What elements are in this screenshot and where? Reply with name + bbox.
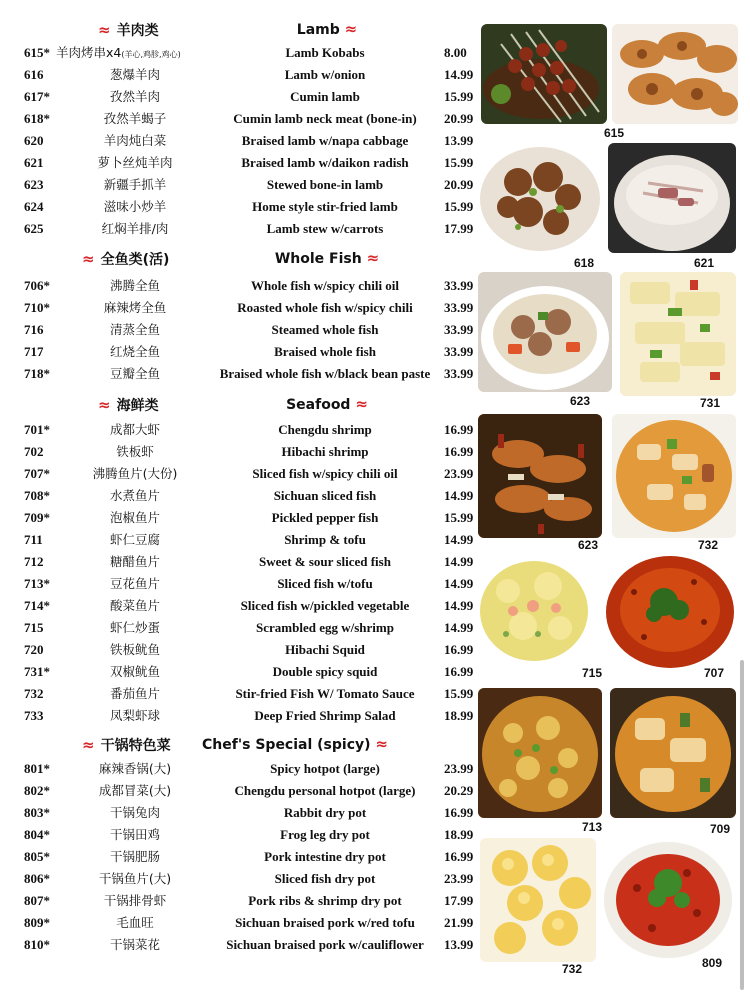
item-price: 20.99 — [444, 111, 474, 126]
item-name-zh-text: 干锅田鸡 — [109, 827, 160, 842]
photo-caption: 707 — [704, 666, 725, 680]
dish-photo — [612, 414, 736, 538]
item-number: 617* — [24, 89, 50, 104]
item-name-zh — [80, 684, 190, 704]
item-price: 18.99 — [444, 827, 474, 842]
stewed-lamb-photo — [478, 272, 612, 392]
menu-item-row — [0, 486, 474, 506]
item-name-zh-text: 羊肉烤串x4 — [56, 45, 122, 60]
item-name-zh — [80, 574, 190, 594]
item-name-zh — [80, 175, 190, 195]
dish-photo — [612, 24, 738, 124]
item-price: 14.99 — [444, 532, 474, 547]
item-number: 715 — [24, 620, 44, 635]
item-price: 14.99 — [444, 620, 474, 635]
photo-caption: 615 — [604, 126, 625, 140]
dish-photo — [478, 556, 590, 666]
photo-caption: 732 — [562, 962, 583, 976]
section-header-whole-fish: ≈ 全鱼类(活) Whole Fish ≈ — [82, 249, 380, 268]
item-price: 33.99 — [444, 322, 474, 337]
item-name-zh — [80, 825, 190, 845]
item-number: 624 — [24, 199, 44, 214]
item-name-zh-text: 豆花鱼片 — [109, 576, 160, 591]
menu-item-row — [0, 276, 474, 296]
item-name-zh — [80, 913, 190, 933]
item-name-en: Hibachi Squid — [285, 642, 365, 657]
item-name-en: Whole fish w/spicy chili oil — [250, 278, 400, 293]
section-header-chefs-special: ≈ 干锅特色菜 Chef's Special (spicy) ≈ — [82, 735, 388, 754]
item-name-zh — [80, 131, 190, 151]
item-price: 23.99 — [444, 466, 474, 481]
item-name-zh-text: 滋味小炒羊 — [103, 199, 167, 214]
item-price: 15.99 — [444, 686, 474, 701]
item-price: 14.99 — [444, 598, 474, 613]
item-name-en: Braised whole fish w/black bean paste — [219, 366, 431, 381]
item-name-en: Double spicy squid — [272, 664, 378, 679]
spicy-chili-oil-fish-photo — [604, 552, 736, 672]
item-name-en: Deep Fried Shrimp Salad — [254, 708, 396, 723]
dish-photo — [478, 414, 602, 538]
item-name-zh — [80, 486, 190, 506]
item-name-zh-text: 孜然羊蝎子 — [103, 111, 167, 126]
item-name-zh — [80, 420, 190, 440]
photo-caption: 715 — [582, 666, 603, 680]
item-name-en: Cumin lamb — [290, 89, 360, 104]
item-number: 805* — [24, 849, 50, 864]
item-number: 711 — [24, 532, 43, 547]
cumin-lamb-neck-photo — [478, 137, 602, 257]
item-price: 18.99 — [444, 708, 474, 723]
item-name-en: Lamb w/onion — [284, 67, 366, 82]
item-name-en: Sichuan braised pork w/cauliflower — [226, 937, 424, 952]
item-name-zh — [80, 759, 190, 779]
item-name-zh-text: 水煮鱼片 — [109, 488, 160, 503]
item-name-zh-text: 干锅菜花 — [109, 937, 160, 952]
item-name-zh-text: 红烧全鱼 — [109, 344, 160, 359]
item-number: 806* — [24, 871, 50, 886]
item-name-zh-text: 新疆手抓羊 — [103, 177, 167, 192]
item-price: 16.99 — [444, 642, 474, 657]
photo-caption: 809 — [702, 956, 723, 970]
item-price: 13.99 — [444, 133, 474, 148]
item-number: 621 — [24, 155, 44, 170]
item-name-zh — [80, 552, 190, 572]
item-name-zh — [80, 781, 190, 801]
item-name-en: Roasted whole fish w/spicy chili — [237, 300, 413, 315]
menu-item-row — [0, 574, 474, 594]
dish-photo — [478, 272, 612, 392]
item-name-en: Chengdu shrimp — [278, 422, 372, 437]
lamb-skewer-photo — [612, 24, 738, 124]
dish-photo — [620, 272, 736, 396]
dish-photo — [481, 24, 607, 124]
item-number: 717 — [24, 344, 44, 359]
item-name-zh-text: 虾仁炒蛋 — [109, 620, 160, 635]
item-price: 33.99 — [444, 278, 474, 293]
item-price: 17.99 — [444, 893, 474, 908]
item-price: 8.00 — [444, 45, 467, 60]
item-name-zh-text: 番茄鱼片 — [109, 686, 160, 701]
menu-item-row — [0, 662, 474, 682]
item-name-en: Sliced fish w/pickled vegetable — [240, 598, 410, 613]
item-name-en: Spicy hotpot (large) — [270, 761, 380, 776]
item-number: 709* — [24, 510, 50, 525]
item-name-zh-text: 干锅排骨虾 — [103, 893, 167, 908]
section-header-seafood: ≈ 海鲜类 Seafood ≈ — [98, 395, 368, 414]
item-number: 616 — [24, 67, 44, 82]
item-name-en: Frog leg dry pot — [280, 827, 370, 842]
item-name-en: Home style stir-fried lamb — [252, 199, 398, 214]
item-name-zh-text: 凤梨虾球 — [109, 708, 160, 723]
item-name-en: Shrimp & tofu — [284, 532, 366, 547]
menu-item-row — [0, 364, 474, 384]
item-number: 733 — [24, 708, 44, 723]
item-price: 23.99 — [444, 761, 474, 776]
section-title-en: Seafood — [286, 397, 351, 413]
item-name-zh — [80, 530, 190, 550]
section-title-en: Lamb — [296, 22, 340, 38]
menu-item-row — [0, 530, 474, 550]
item-name-zh-text: 成都冒菜(大) — [98, 783, 172, 798]
item-name-zh-text: 孜然羊肉 — [109, 89, 160, 104]
menu-item-row — [0, 869, 474, 889]
menu-item-row — [0, 552, 474, 572]
menu-item-row — [0, 320, 474, 340]
item-number: 803* — [24, 805, 50, 820]
item-number: 718* — [24, 366, 50, 381]
item-name-en: Lamb Kobabs — [285, 45, 365, 60]
item-name-zh — [80, 364, 190, 384]
item-name-zh-text: 泡椒鱼片 — [109, 510, 160, 525]
item-price: 16.99 — [444, 664, 474, 679]
menu-item-row — [0, 175, 474, 195]
item-number: 615* — [24, 45, 50, 60]
item-name-zh — [80, 640, 190, 660]
menu-item-row — [0, 508, 474, 528]
item-name-zh-text: 清蒸全鱼 — [109, 322, 160, 337]
menu-item-row — [0, 298, 474, 318]
item-price: 16.99 — [444, 849, 474, 864]
item-name-en: Stir-fried Fish W/ Tomato Sauce — [235, 686, 415, 701]
chengdu-shrimp-photo — [478, 414, 602, 538]
item-number: 708* — [24, 488, 50, 503]
menu-item-row — [0, 197, 474, 217]
item-name-zh — [80, 869, 190, 889]
photo-caption: 623 — [578, 538, 599, 552]
item-name-en: Braised lamb w/daikon radish — [241, 155, 409, 170]
photo-caption: 732 — [698, 538, 719, 552]
menu-item-row — [0, 420, 474, 440]
item-name-zh-text: 酸菜鱼片 — [109, 598, 160, 613]
item-name-zh-note: (羊心,鸡胗,鸡心) — [121, 50, 181, 59]
item-name-en: Hibachi shrimp — [281, 444, 369, 459]
item-price: 33.99 — [444, 344, 474, 359]
menu-item-row — [0, 87, 474, 107]
item-name-zh — [80, 298, 190, 318]
dish-photo — [478, 688, 602, 818]
item-number: 706* — [24, 278, 50, 293]
item-name-zh-text: 铁板虾 — [116, 444, 154, 459]
photo-caption: 709 — [710, 822, 731, 836]
dish-photo — [602, 838, 734, 962]
item-name-en: Cumin lamb neck meat (bone-in) — [233, 111, 417, 126]
item-price: 16.99 — [444, 422, 474, 437]
menu-item-row — [0, 342, 474, 362]
item-number: 804* — [24, 827, 50, 842]
item-name-zh — [80, 442, 190, 462]
item-name-zh-text: 铁板鱿鱼 — [109, 642, 160, 657]
menu-item-row — [0, 640, 474, 660]
item-price: 23.99 — [444, 871, 474, 886]
item-name-zh — [80, 342, 190, 362]
item-price: 15.99 — [444, 89, 474, 104]
item-number: 731* — [24, 664, 50, 679]
item-number: 807* — [24, 893, 50, 908]
menu-item-row — [0, 913, 474, 933]
item-name-en: Steamed whole fish — [271, 322, 379, 337]
dish-photo — [604, 552, 736, 672]
item-name-en: Sliced fish w/tofu — [277, 576, 373, 591]
item-price: 14.99 — [444, 554, 474, 569]
item-number: 620 — [24, 133, 44, 148]
section-title-zh: 海鲜类 — [116, 398, 159, 414]
item-number: 618* — [24, 111, 50, 126]
item-name-zh — [80, 618, 190, 638]
item-name-zh-text: 干锅鱼片(大) — [98, 871, 172, 886]
item-name-en: Scrambled egg w/shrimp — [256, 620, 394, 635]
item-name-en: Rabbit dry pot — [283, 805, 367, 820]
dish-photo — [478, 137, 602, 257]
item-number: 625 — [24, 221, 44, 236]
item-number: 623 — [24, 177, 44, 192]
item-price: 15.99 — [444, 510, 474, 525]
item-price: 13.99 — [444, 937, 474, 952]
menu-item-row — [0, 153, 474, 173]
item-price: 17.99 — [444, 221, 474, 236]
item-number: 716 — [24, 322, 44, 337]
menu-item-row — [0, 759, 474, 779]
item-name-en: Sliced fish w/spicy chili oil — [252, 466, 398, 481]
photo-caption: 623 — [570, 394, 591, 408]
item-number: 732 — [24, 686, 44, 701]
item-name-zh — [80, 464, 190, 484]
item-name-zh-text: 糖醋鱼片 — [109, 554, 160, 569]
section-title-en: Chef's Special (spicy) — [202, 737, 371, 753]
item-price: 20.29 — [444, 783, 474, 798]
item-price: 21.99 — [444, 915, 474, 930]
tofu-fish-photo — [478, 688, 602, 818]
menu-item-row — [0, 847, 474, 867]
item-name-zh-text: 干锅兔肉 — [109, 805, 160, 820]
item-name-en: Braised lamb w/napa cabbage — [241, 133, 409, 148]
menu-item-row — [0, 706, 474, 726]
item-name-zh-text: 沸腾鱼片(大份) — [92, 466, 178, 481]
item-name-en: Sweet & sour sliced fish — [259, 554, 391, 569]
item-price: 33.99 — [444, 300, 474, 315]
item-name-zh-text: 虾仁豆腐 — [109, 532, 160, 547]
menu-item-row — [0, 464, 474, 484]
scrollbar[interactable] — [740, 660, 744, 990]
item-name-zh — [80, 153, 190, 173]
menu-item-row — [0, 684, 474, 704]
item-price: 14.99 — [444, 488, 474, 503]
item-name-zh-text: 沸腾全鱼 — [109, 278, 160, 293]
item-name-en: Pork ribs & shrimp dry pot — [248, 893, 402, 908]
section-title-zh: 羊肉类 — [116, 23, 159, 39]
item-name-zh — [80, 65, 190, 85]
item-price: 14.99 — [444, 67, 474, 82]
item-name-zh — [80, 803, 190, 823]
menu-item-row — [0, 781, 474, 801]
item-name-zh — [80, 662, 190, 682]
item-price: 33.99 — [444, 366, 474, 381]
item-number: 713* — [24, 576, 50, 591]
menu-item-row — [0, 131, 474, 151]
item-name-zh-text: 萝卜丝炖羊肉 — [97, 155, 173, 170]
scrambled-egg-shrimp-photo — [478, 556, 590, 666]
menu-item-row — [0, 109, 474, 129]
menu-item-row — [0, 442, 474, 462]
item-name-en: Sichuan braised pork w/red tofu — [235, 915, 415, 930]
item-name-zh-text: 红焖羊排/肉 — [101, 221, 169, 236]
pickled-pepper-fish-photo — [610, 688, 736, 818]
section-title-zh: 干锅特色菜 — [100, 738, 171, 754]
item-number: 809* — [24, 915, 50, 930]
item-name-zh — [80, 891, 190, 911]
lamb-kebab-photo — [481, 24, 607, 124]
section-title-zh: 全鱼类(活) — [100, 252, 170, 268]
item-name-zh-text: 毛血旺 — [116, 915, 154, 930]
item-price: 16.99 — [444, 805, 474, 820]
item-name-zh — [80, 508, 190, 528]
menu-item-row — [0, 43, 470, 63]
item-price: 15.99 — [444, 155, 474, 170]
item-name-zh — [80, 109, 190, 129]
item-name-en: Pickled pepper fish — [271, 510, 379, 525]
menu-item-row — [0, 219, 474, 239]
item-number: 801* — [24, 761, 50, 776]
pineapple-shrimp-photo — [480, 838, 596, 962]
item-name-en: Sliced fish dry pot — [274, 871, 376, 886]
double-spicy-squid-photo — [620, 272, 736, 396]
dish-photo — [610, 688, 736, 818]
tomato-fish-photo — [612, 414, 736, 538]
item-number: 707* — [24, 466, 50, 481]
item-price: 15.99 — [444, 199, 474, 214]
photo-caption: 713 — [582, 820, 603, 834]
item-name-zh — [80, 596, 190, 616]
menu-item-row — [0, 935, 474, 955]
menu-item-row — [0, 825, 474, 845]
menu-item-row — [0, 891, 474, 911]
item-name-zh — [80, 276, 190, 296]
item-name-zh — [80, 197, 190, 217]
item-name-zh-text: 干锅肥肠 — [109, 849, 160, 864]
item-name-en: Lamb stew w/carrots — [266, 221, 384, 236]
item-name-zh-text: 麻辣烤全鱼 — [103, 300, 167, 315]
photo-caption: 621 — [694, 256, 715, 270]
menu-item-row — [0, 618, 474, 638]
menu-item-row — [0, 803, 474, 823]
item-name-zh — [80, 847, 190, 867]
item-name-zh-text: 成都大虾 — [109, 422, 160, 437]
item-name-en: Pork intestine dry pot — [264, 849, 386, 864]
item-name-zh — [80, 706, 190, 726]
item-number: 702 — [24, 444, 44, 459]
item-number: 712 — [24, 554, 44, 569]
menu-item-row — [0, 596, 474, 616]
item-name-zh-text: 羊肉炖白菜 — [103, 133, 167, 148]
item-number: 710* — [24, 300, 50, 315]
item-price: 14.99 — [444, 576, 474, 591]
item-name-zh — [80, 87, 190, 107]
section-header-lamb: ≈ 羊肉类 Lamb ≈ — [98, 20, 358, 39]
item-number: 810* — [24, 937, 50, 952]
section-title-en: Whole Fish — [274, 251, 362, 267]
item-number: 714* — [24, 598, 50, 613]
photo-caption: 731 — [700, 396, 721, 410]
dish-photo — [480, 838, 596, 962]
item-name-en: Braised whole fish — [274, 344, 376, 359]
item-name-zh-text: 葱爆羊肉 — [109, 67, 160, 82]
item-name-zh — [80, 219, 190, 239]
item-name-en: Stewed bone-in lamb — [266, 177, 384, 192]
item-number: 701* — [24, 422, 50, 437]
dish-photo — [608, 143, 736, 253]
item-name-zh-text: 麻辣香锅(大) — [98, 761, 172, 776]
item-number: 720 — [24, 642, 44, 657]
item-name-zh-text: 豆瓣全鱼 — [109, 366, 160, 381]
item-number: 802* — [24, 783, 50, 798]
item-name-zh — [80, 320, 190, 340]
item-name-zh — [80, 935, 190, 955]
item-price: 20.99 — [444, 177, 474, 192]
braised-pork-red-tofu-photo — [602, 838, 734, 962]
photo-caption: 618 — [574, 256, 595, 270]
item-name-en: Sichuan sliced fish — [273, 488, 377, 503]
menu-item-row — [0, 65, 474, 85]
item-name-zh-text: 双椒鱿鱼 — [109, 664, 160, 679]
item-price: 16.99 — [444, 444, 474, 459]
lamb-daikon-pot-photo — [608, 143, 736, 253]
item-name-en: Chengdu personal hotpot (large) — [234, 783, 416, 798]
